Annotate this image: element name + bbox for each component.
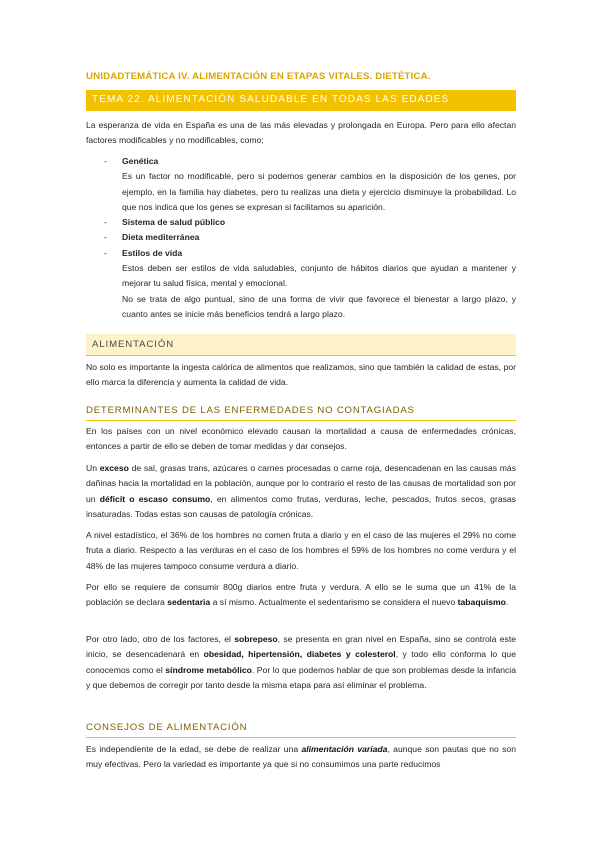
bold-term: sedentaria [167, 597, 211, 608]
list-dash: - [104, 156, 107, 166]
section-heading-text: DETERMINANTES DE LAS ENFERMEDADES NO CONTAGIADAS [86, 405, 415, 416]
list-item-genetica [86, 154, 516, 215]
list-item-text: No se trata de algo puntual, sino de una forma de vivir que favorece el bienestar a largo plazo, y cuanto antes se inicie más beneficios tendrá a largo plazo. [122, 293, 516, 319]
section-heading-text: CONSEJOS DE ALIMENTACIÓN [86, 722, 248, 733]
section-heading-consejos [86, 720, 516, 738]
consejos-paragraph-1: Es independiente de la edad, se debe de realizar una alimentación variada, aunque son pautas que no son muy efectivas. Pero la variedad es importante ya que si no consumimos una parte reducimos [86, 744, 516, 770]
list-item-title: Sistema de salud público [122, 217, 226, 228]
section-heading-text: ALIMENTACIÓN [92, 339, 175, 350]
list-dash: - [104, 217, 107, 228]
bold-italic-term: alimentación variada [301, 744, 388, 754]
list-item-estilos [86, 246, 516, 322]
tema-title: TEMA 22. ALIMENTACIÓN SALUDABLE EN TODAS LAS EDADES [92, 94, 450, 105]
list-dash: - [104, 232, 107, 243]
determinantes-paragraph-1: En los países con un nivel económico elevado causan la mortalidad a causa de enfermedades crónicas, entonces a partir de ello se deben de tomar medidas y dar consejos. [86, 426, 516, 452]
factors-list [86, 154, 516, 322]
bold-term: exceso [99, 463, 129, 473]
bold-term: déficit o escaso consumo [99, 493, 211, 504]
bold-term: tabaquismo [457, 597, 506, 608]
list-item-dieta [86, 230, 516, 245]
list-item-title: Dieta mediterránea [122, 232, 200, 243]
determinantes-paragraph-2: Un exceso de sal, grasas trans, azúcares o carnes procesadas o carne roja, desencadenan en las causas más dañinas hacia la mortalidad en la población, aunque por lo contrario el resto de las causas de mortalidad son por un déficit o escaso consumo, en alimentos como frutas, verduras, leche, pescados, frutos secos, grasas insaturadas. Todas estas son causas de patología crónicas. [86, 463, 516, 519]
list-item-text: Estos deben ser estilos de vida saludables, conjunto de hábitos diarios que ayudan a mantener y mejorar tu salud física, mental y emocional. [122, 263, 516, 289]
intro-paragraph: La esperanza de vida en España es una de las más elevadas y prolongada en Europa. Pero para ello afectan factores modificables y no modificables, como; [86, 120, 516, 146]
list-dash: - [104, 247, 107, 258]
list-item-text: Es un factor no modificable, pero si podemos generar cambios en la disposición de los genes, por ejemplo, en la familia hay diabetes, pero tu realizas una dieta y ejercicio disminuye la probabilidad. Lo que nos indica que los genes se expresan si facilitamos su aparición. [122, 171, 516, 212]
determinantes-paragraph-3: A nivel estadístico, el 36% de los hombres no comen fruta a diario y en el caso de las mujeres el 29% no come fruta a diario. Respecto a las verduras en el caso de los hombres el 59% de los hombres no come verdura y el 48% de las mujeres tampoco consume verdura a diario. [86, 530, 516, 571]
bold-term: síndrome metabólico [165, 664, 252, 675]
section-heading-determinantes [86, 403, 516, 421]
unit-title: UNIDADTEMÁTICA IV. ALIMENTACIÓN EN ETAPAS VITALES. DIETÉTICA. [86, 71, 431, 82]
list-item-title: Genética [122, 156, 159, 166]
bold-term: obesidad, hipertensión, diabetes y colesterol [203, 649, 396, 660]
alimentacion-paragraph: No solo es importante la ingesta calórica de alimentos que realizamos, sino que también la calidad de estas, por ello marca la diferencia y aumenta la calidad de vida. [86, 362, 516, 388]
list-item-salud-publica [86, 215, 516, 230]
determinantes-paragraph-5: Por otro lado, otro de los factores, el sobrepeso, se presenta en gran nivel en España, sino se controla este inicio, se desencadenará en obesidad, hipertensión, diabetes y colesterol, y todo ello conforma lo que conocemos como el síndrome metabólico. Por lo que podemos hablar de que son problemas desde la infancia y que debemos de corregir por tanto desde la misma etapa para así eliminar el problema. [86, 634, 516, 690]
determinantes-paragraph-4: Por ello se requiere de consumir 800g diarios entre fruta y verdura. A ello se le suma que un 41% de la población se declara sedentaria a sí mismo. Actualmente el sedentarismo se considera el nuevo tabaquismo. [86, 582, 516, 608]
list-item-title: Estilos de vida [122, 247, 183, 258]
tema-title-bar [86, 90, 516, 111]
bold-term: sobrepeso [234, 634, 278, 644]
section-heading-alimentacion [86, 334, 516, 356]
